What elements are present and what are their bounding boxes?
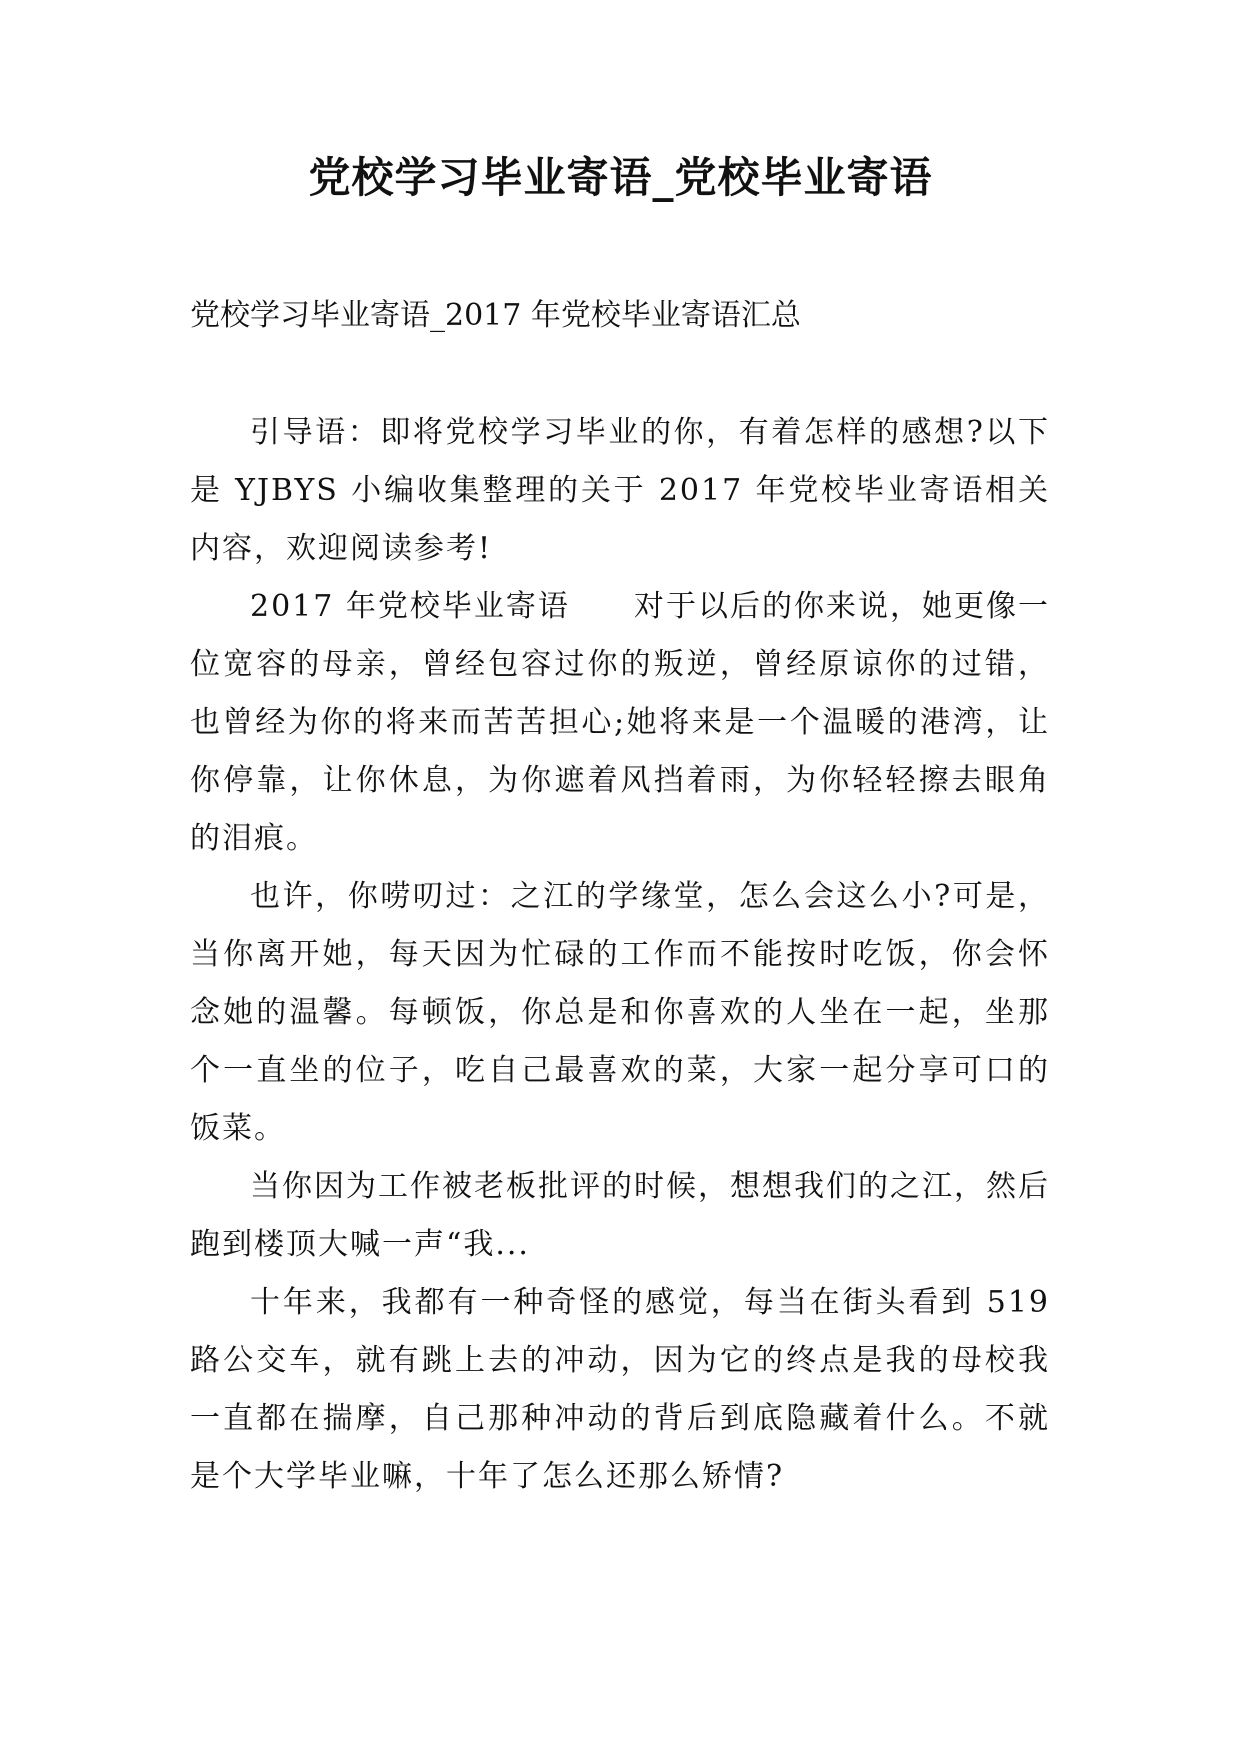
document-subtitle: 党校学习毕业寄语_2017 年党校毕业寄语汇总 <box>190 298 801 333</box>
paragraph: 2017 年党校毕业寄语 对于以后的你来说，她更像一位宽容的母亲，曾经包容过你的叛逆，曾经原谅你的过错，也曾经为你的将来而苦苦担心;她将来是一个温暖的港湾，让你停靠，让你休息，为你遮着风挡着雨，为你轻轻擦去眼角的泪痕。 <box>190 589 1050 856</box>
document-body <box>190 404 1050 1506</box>
paragraph: 也许，你唠叨过：之江的学缘堂，怎么会这么小?可是，当你离开她，每天因为忙碌的工作而不能按时吃饭，你会怀念她的温馨。每顿饭，你总是和你喜欢的人坐在一起，坐那个一直坐的位子，吃自己最喜欢的菜，大家一起分享可口的饭菜。 <box>190 879 1050 1146</box>
document-title: 党校学习毕业寄语_党校毕业寄语 <box>308 153 933 202</box>
paragraph-intro: 引导语：即将党校学习毕业的你，有着怎样的感想?以下是 YJBYS 小编收集整理的关于 2017 年党校毕业寄语相关内容，欢迎阅读参考! <box>190 415 1050 566</box>
paragraph: 当你因为工作被老板批评的时候，想想我们的之江，然后跑到楼顶大喊一声“我... <box>190 1169 1050 1262</box>
paragraph: 十年来，我都有一种奇怪的感觉，每当在街头看到 519 路公交车，就有跳上去的冲动，因为它的终点是我的母校我一直都在揣摩，自己那种冲动的背后到底隐藏着什么。不就是个大学毕业嘛，十年了怎么还那么矫情? <box>190 1285 1050 1494</box>
